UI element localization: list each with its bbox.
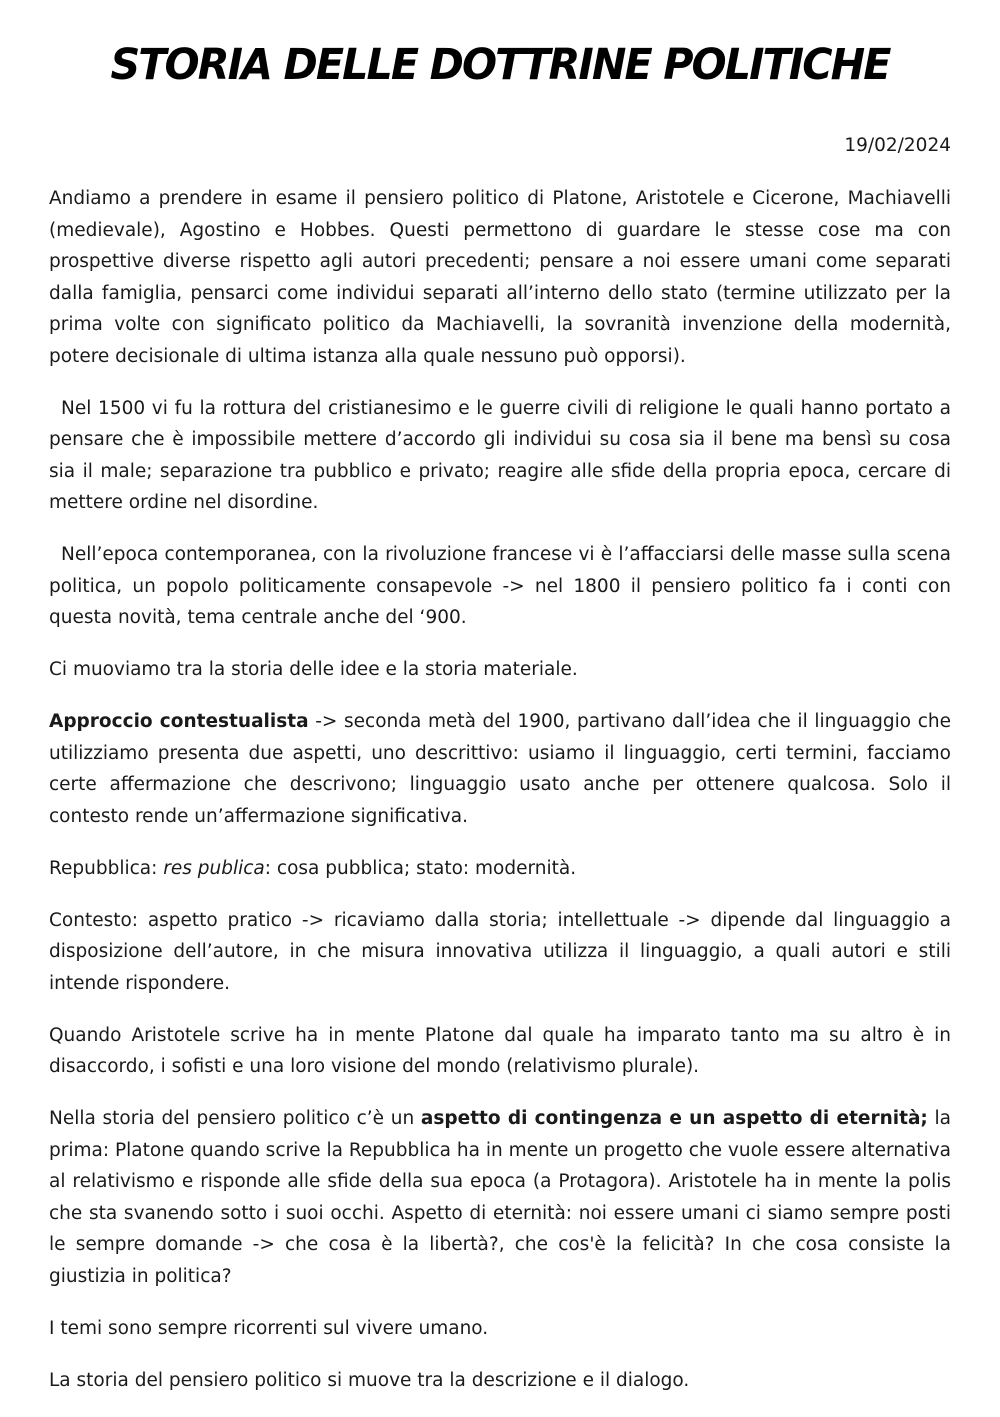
paragraph-1: Andiamo a prendere in esame il pensiero politico di Platone, Aristotele e Cicerone, Machiavelli (medievale), Agostino e Hobbes. Questi permettono di guardare le stesse cose ma con prospettive diverse rispetto agli autori precedenti; pensare a noi essere umani come separati dalla famiglia, pensarci come individui separati all’interno dello stato (termine utilizzato per la prima volte con significato politico da Machiavelli, la sovranità invenzione della modernità, potere decisionale di ultima istanza alla quale nessuno può opporsi). — [49, 188, 951, 367]
paragraph-9-text-a: Nella storia del pensiero politico c’è un — [49, 1108, 421, 1129]
paragraph-6-italic: res publica — [163, 857, 265, 879]
paragraph-10: I temi sono sempre ricorrenti sul vivere umano. — [49, 1317, 489, 1339]
paragraph-11: La storia del pensiero politico si muove tra la descrizione e il dialogo. — [49, 1369, 690, 1391]
paragraph-7: Contesto: aspetto pratico -> ricaviamo dalla storia; intellettuale -> dipende dal linguaggio a disposizione dell’autore, in che misura innovativa utilizza il linguaggio, a quali autori e stili intende rispondere. — [49, 909, 951, 994]
paragraph-8: Quando Aristotele scrive ha in mente Platone dal quale ha imparato tanto ma su altro è in disaccordo, i sofisti e una loro visione del mondo (relativismo plurale). — [49, 1024, 951, 1077]
document-body — [49, 183, 951, 1417]
paragraph-2: Nel 1500 vi fu la rottura del cristianesimo e le guerre civili di religione le quali hanno portato a pensare che è impossibile mettere d’accordo gli individui su cosa sia il bene ma bensì su cosa sia il male; separazione tra pubblico e privato; reagire alle sfide della propria epoca, cercare di mettere ordine nel disordine. — [49, 397, 951, 513]
document-title: STORIA DELLE DOTTRINE POLITICHE — [110, 40, 890, 90]
paragraph-5-bold: Approccio contestualista — [49, 711, 309, 732]
paragraph-5-text: -> seconda metà del 1900, partivano dall’idea che il linguaggio che utilizziamo presenta due aspetti, uno descrittivo: usiamo il linguaggio, certi termini, facciamo certe affermazione che descrivono; linguaggio usato anche per ottenere qualcosa. Solo il contesto rende un’affermazione significativa. — [49, 711, 951, 827]
document-date: 19/02/2024 — [844, 135, 951, 156]
paragraph-6-text-b: : cosa pubblica; stato: modernità. — [264, 857, 577, 879]
paragraph-9 — [49, 1103, 951, 1292]
paragraph-6-text-a: Repubblica: — [49, 857, 164, 879]
paragraph-9-bold: aspetto di contingenza e un aspetto di eternità; — [420, 1108, 928, 1129]
paragraph-6 — [49, 853, 951, 885]
paragraph-4: Ci muoviamo tra la storia delle idee e la storia materiale. — [49, 659, 578, 680]
paragraph-9-text-b: la prima: Platone quando scrive la Repubblica ha in mente un progetto che vuole essere alternativa al relativismo e risponde alle sfide della sua epoca (a Protagora). Aristotele ha in mente la polis che sta svanendo sotto i suoi occhi. Aspetto di eternità: noi essere umani ci siamo sempre posti le sempre domande -> che cosa è la libertà?, che cos'è la felicità? In che cosa consiste la giustizia in politica? — [49, 1108, 951, 1287]
paragraph-3: Nell’epoca contemporanea, con la rivoluzione francese vi è l’affacciarsi delle masse sulla scena politica, un popolo politicamente consapevole -> nel 1800 il pensiero politico fa i conti con questa novità, tema centrale anche del ‘900. — [49, 544, 951, 628]
paragraph-5 — [49, 706, 951, 832]
